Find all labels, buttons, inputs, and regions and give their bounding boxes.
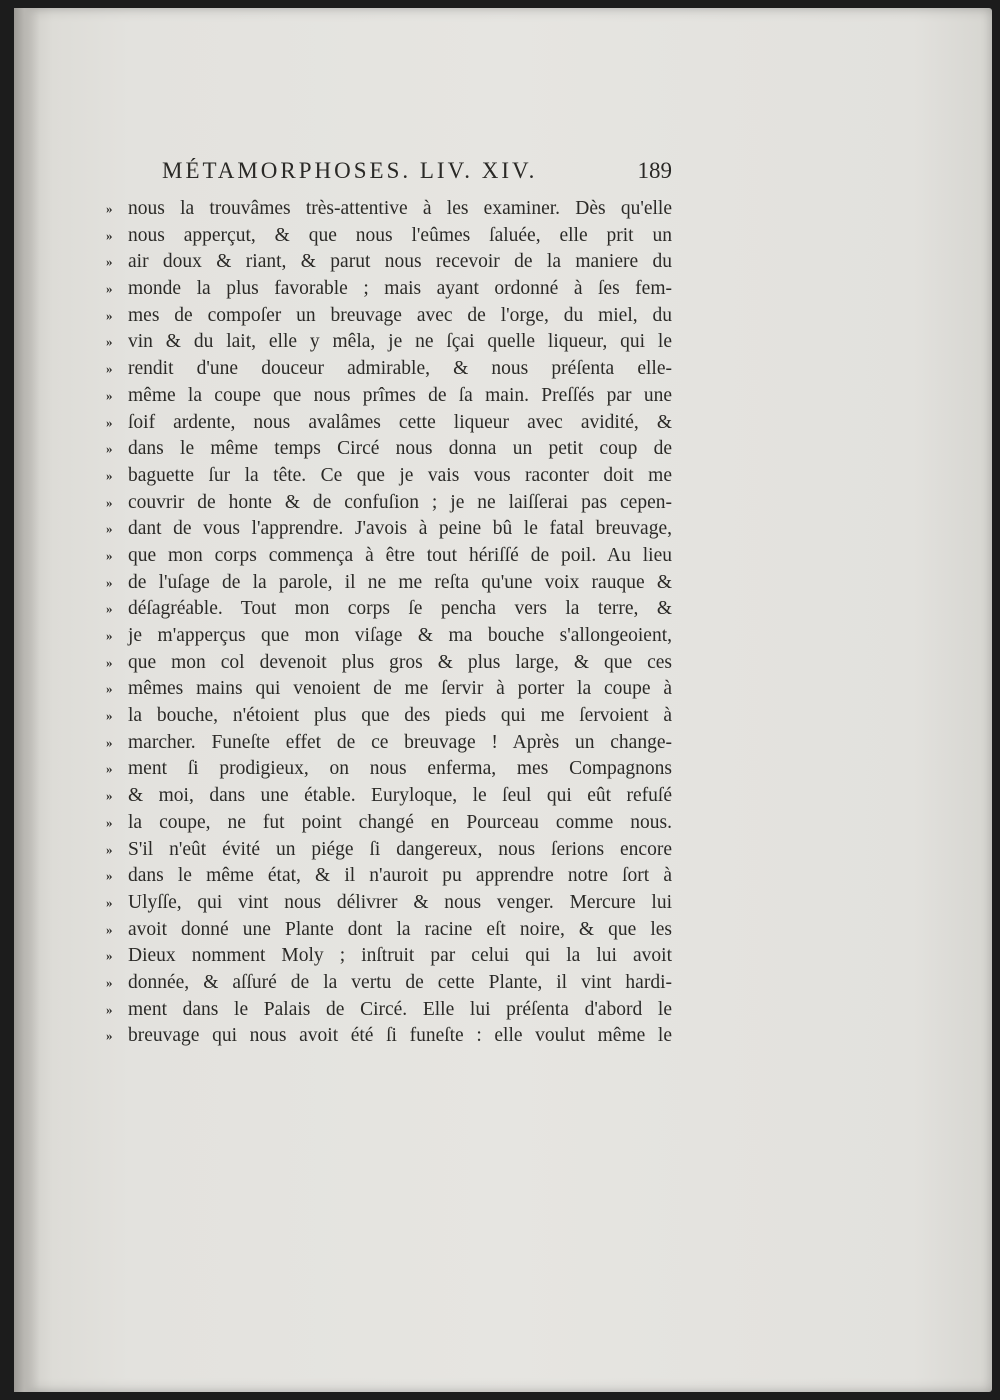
line-text: dans le même temps Circé nous donna un petit coup de [128,438,672,460]
text-line [106,543,672,570]
line-text: ment dans le Palais de Circé. Elle lui préſenta d'abord le [128,998,672,1020]
text-line [106,303,672,330]
quotation-mark: » [106,734,112,750]
line-text: avoit donné une Plante dont la racine eſt noire, & que les [128,918,672,940]
text-line [106,863,672,890]
text-line [106,730,672,757]
body-text [106,196,672,1050]
line-text: de l'uſage de la parole, il ne me reſta qu'une voix rauque & [128,571,672,593]
line-text: vin & du lait, elle y mêla, je ne ſçai quelle liqueur, qui le [128,331,672,353]
quotation-mark: » [106,894,112,910]
line-text: même la coupe que nous prîmes de ſa main. Preſſés par une [128,384,672,406]
quotation-mark: » [106,254,112,270]
quotation-mark: » [106,708,112,724]
quotation-mark: » [106,601,112,617]
quotation-mark: » [106,1001,112,1017]
text-line [106,436,672,463]
text-line [106,356,672,383]
line-text: air doux & riant, & parut nous recevoir de la maniere du [128,251,672,273]
line-text: Ulyſſe, qui vint nous délivrer & nous venger. Mercure lui [128,891,672,913]
quotation-mark: » [106,281,112,297]
text-line [106,410,672,437]
page-header [162,158,672,192]
quotation-mark: » [106,948,112,964]
quotation-mark: » [106,441,112,457]
quotation-mark: » [106,921,112,937]
text-line [106,223,672,250]
quotation-mark: » [106,547,112,563]
line-text: mes de compoſer un breuvage avec de l'orge, du miel, du [128,304,672,326]
quotation-mark: » [106,307,112,323]
quotation-mark: » [106,788,112,804]
quotation-mark: » [106,574,112,590]
quotation-mark: » [106,361,112,377]
text-line [106,1023,672,1050]
line-text: & moi, dans une étable. Euryloque, le ſeul qui eût refuſé [128,785,672,807]
quotation-mark: » [106,654,112,670]
text-line [106,196,672,223]
text-line [106,490,672,517]
text-line [106,623,672,650]
line-text: couvrir de honte & de confuſion ; je ne laiſſerai pas cepen- [128,491,672,513]
text-line [106,249,672,276]
line-text: ment ſi prodigieux, on nous enferma, mes Compagnons [128,758,672,780]
quotation-mark: » [106,681,112,697]
line-text: monde la plus favorable ; mais ayant ordonné à ſes fem- [128,278,672,300]
line-text: donnée, & aſſuré de la vertu de cette Plante, il vint hardi- [128,971,672,993]
text-line [106,463,672,490]
quotation-mark: » [106,387,112,403]
line-text: marcher. Funeſte effet de ce breuvage ! Après un change- [128,731,672,753]
text-line [106,970,672,997]
line-text: la coupe, ne fut point changé en Pourceau comme nous. [128,811,672,833]
text-line [106,703,672,730]
quotation-mark: » [106,414,112,430]
line-text: que mon col devenoit plus gros & plus large, & que ces [128,651,672,673]
quotation-mark: » [106,974,112,990]
text-line [106,516,672,543]
line-text: nous la trouvâmes très-attentive à les examiner. Dès qu'elle [128,198,672,219]
line-text: que mon corps commença à être tout hériſſé de poil. Au lieu [128,544,672,566]
quotation-mark: » [106,761,112,777]
line-text: la bouche, n'étoient plus que des pieds qui me ſervoient à [128,705,672,727]
text-line [106,276,672,303]
text-line [106,650,672,677]
book-page [14,8,992,1392]
text-line [106,596,672,623]
running-title: MÉTAMORPHOSES. LIV. XIV. [162,158,538,183]
line-text: déſagréable. Tout mon corps ſe pencha vers la terre, & [128,598,672,620]
line-text: nous apperçut, & que nous l'eûmes ſaluée, elle prit un [128,224,672,246]
text-line [106,837,672,864]
quotation-mark: » [106,841,112,857]
text-line [106,917,672,944]
text-line [106,943,672,970]
quotation-mark: » [106,227,112,243]
quotation-mark: » [106,334,112,350]
line-text: S'il n'eût évité un piége ſi dangereux, nous ſerions encore [128,838,672,860]
text-line [106,997,672,1024]
page-gutter-shadow [14,8,40,1392]
quotation-mark: » [106,1028,112,1044]
line-text: mêmes mains qui venoient de me ſervir à porter la coupe à [128,678,672,700]
text-line [106,783,672,810]
quotation-mark: » [106,628,112,643]
line-text: je m'apperçus que mon viſage & ma bouche s'allongeoient, [128,625,672,646]
text-line [106,810,672,837]
quotation-mark: » [106,868,112,884]
quotation-mark: » [106,494,112,510]
text-line [106,383,672,410]
line-text: dans le même état, & il n'auroit pu apprendre notre ſort à [128,865,672,887]
line-text: dant de vous l'apprendre. J'avois à peine bû le fatal breuvage, [128,518,672,540]
page-number: 189 [637,158,672,183]
text-line [106,676,672,703]
line-text: baguette ſur la tête. Ce que je vais vous raconter doit me [128,464,672,486]
text-line [106,570,672,597]
line-text: ſoif ardente, nous avalâmes cette liqueur avec avidité, & [128,411,672,433]
text-line [106,329,672,356]
line-text: Dieux nomment Moly ; inſtruit par celui qui la lui avoit [128,945,672,967]
text-line [106,756,672,783]
quotation-mark: » [106,467,112,483]
quotation-mark: » [106,814,112,830]
quotation-mark: » [106,521,112,537]
line-text: breuvage qui nous avoit été ſi funeſte : elle voulut même le [128,1025,672,1047]
line-text: rendit d'une douceur admirable, & nous préſenta elle- [128,358,672,380]
quotation-mark: » [106,201,112,216]
text-line [106,890,672,917]
